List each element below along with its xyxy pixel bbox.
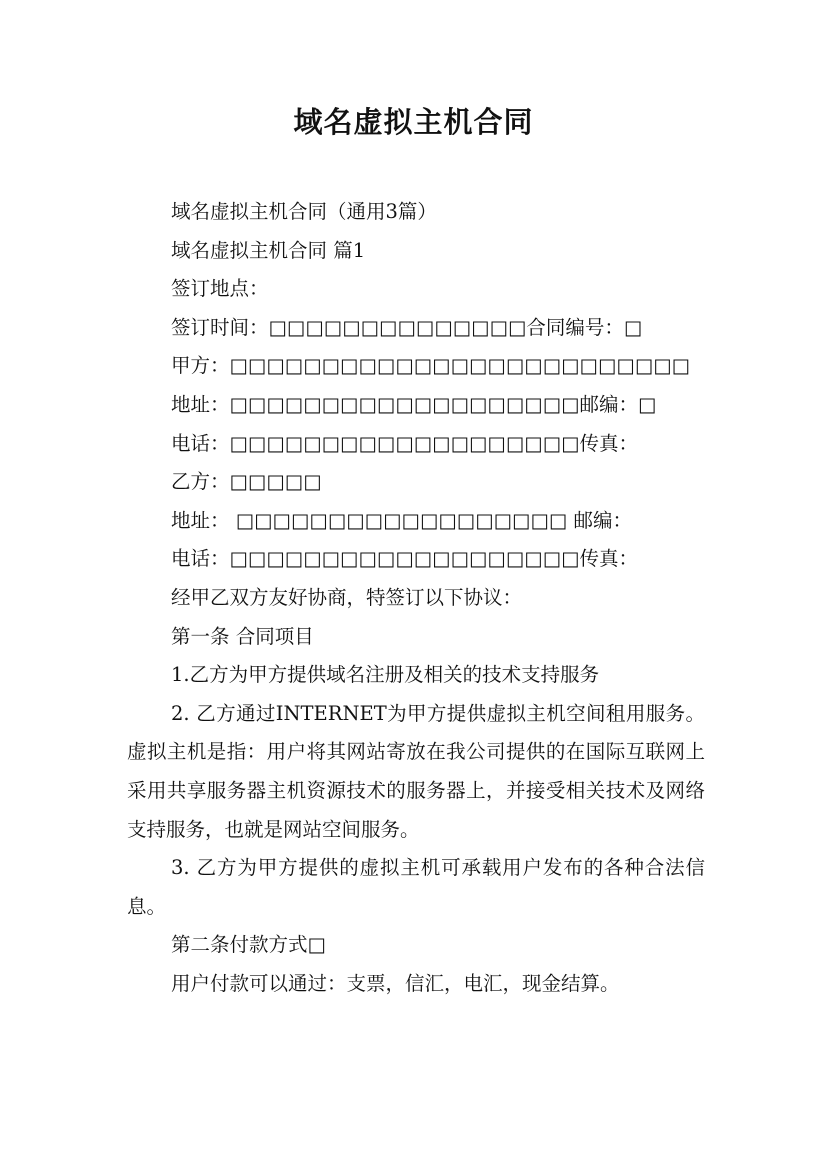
document-body xyxy=(127,193,705,1003)
paragraph-party-a: 甲方：□□□□□□□□□□□□□□□□□□□□□□□□□ xyxy=(171,354,691,378)
paragraph-article-1-heading: 第一条 合同项目 xyxy=(171,624,314,648)
paragraph-article-1-item-2: 2. 乙方通过INTERNET为甲方提供虚拟主机空间租用服务。虚拟主机是指：用户将其网站寄放在我公司提供的在国际互联网上采用共享服务器主机资源技术的服务器上，并接受相关技术及网络支持服务，也就是网站空间服务。 xyxy=(127,701,705,841)
document-title: 域名虚拟主机合同 xyxy=(293,105,534,139)
paragraph-signing-place: 签订地点： xyxy=(171,277,269,301)
paragraph-party-b-phone: 电话：□□□□□□□□□□□□□□□□□□□传真： xyxy=(171,547,639,571)
paragraph-section-heading: 域名虚拟主机合同 篇1 xyxy=(171,238,366,262)
paragraph-party-a-address: 地址：□□□□□□□□□□□□□□□□□□□邮编：□ xyxy=(171,392,657,416)
paragraph-article-2-heading: 第二条付款方式□ xyxy=(171,933,326,957)
paragraph-article-1-item-3: 3. 乙方为甲方提供的虚拟主机可承载用户发布的各种合法信息。 xyxy=(127,856,705,918)
paragraph-article-2-payment: 用户付款可以通过：支票，信汇，电汇，现金结算。 xyxy=(171,971,620,995)
paragraph-signing-time: 签订时间：□□□□□□□□□□□□□□合同编号：□ xyxy=(171,315,643,339)
paragraph-article-1-item-1: 1.乙方为甲方提供域名注册及相关的技术支持服务 xyxy=(171,663,600,687)
paragraph-agreement-intro: 经甲乙双方友好协商，特签订以下协议： xyxy=(171,585,523,609)
paragraph-subtitle: 域名虚拟主机合同（通用3篇） xyxy=(171,200,437,223)
paragraph-party-b-address: 地址： □□□□□□□□□□□□□□□□□□ 邮编： xyxy=(171,508,633,532)
paragraph-party-a-phone: 电话：□□□□□□□□□□□□□□□□□□□传真： xyxy=(171,431,639,455)
paragraph-party-b: 乙方：□□□□□ xyxy=(171,470,322,494)
